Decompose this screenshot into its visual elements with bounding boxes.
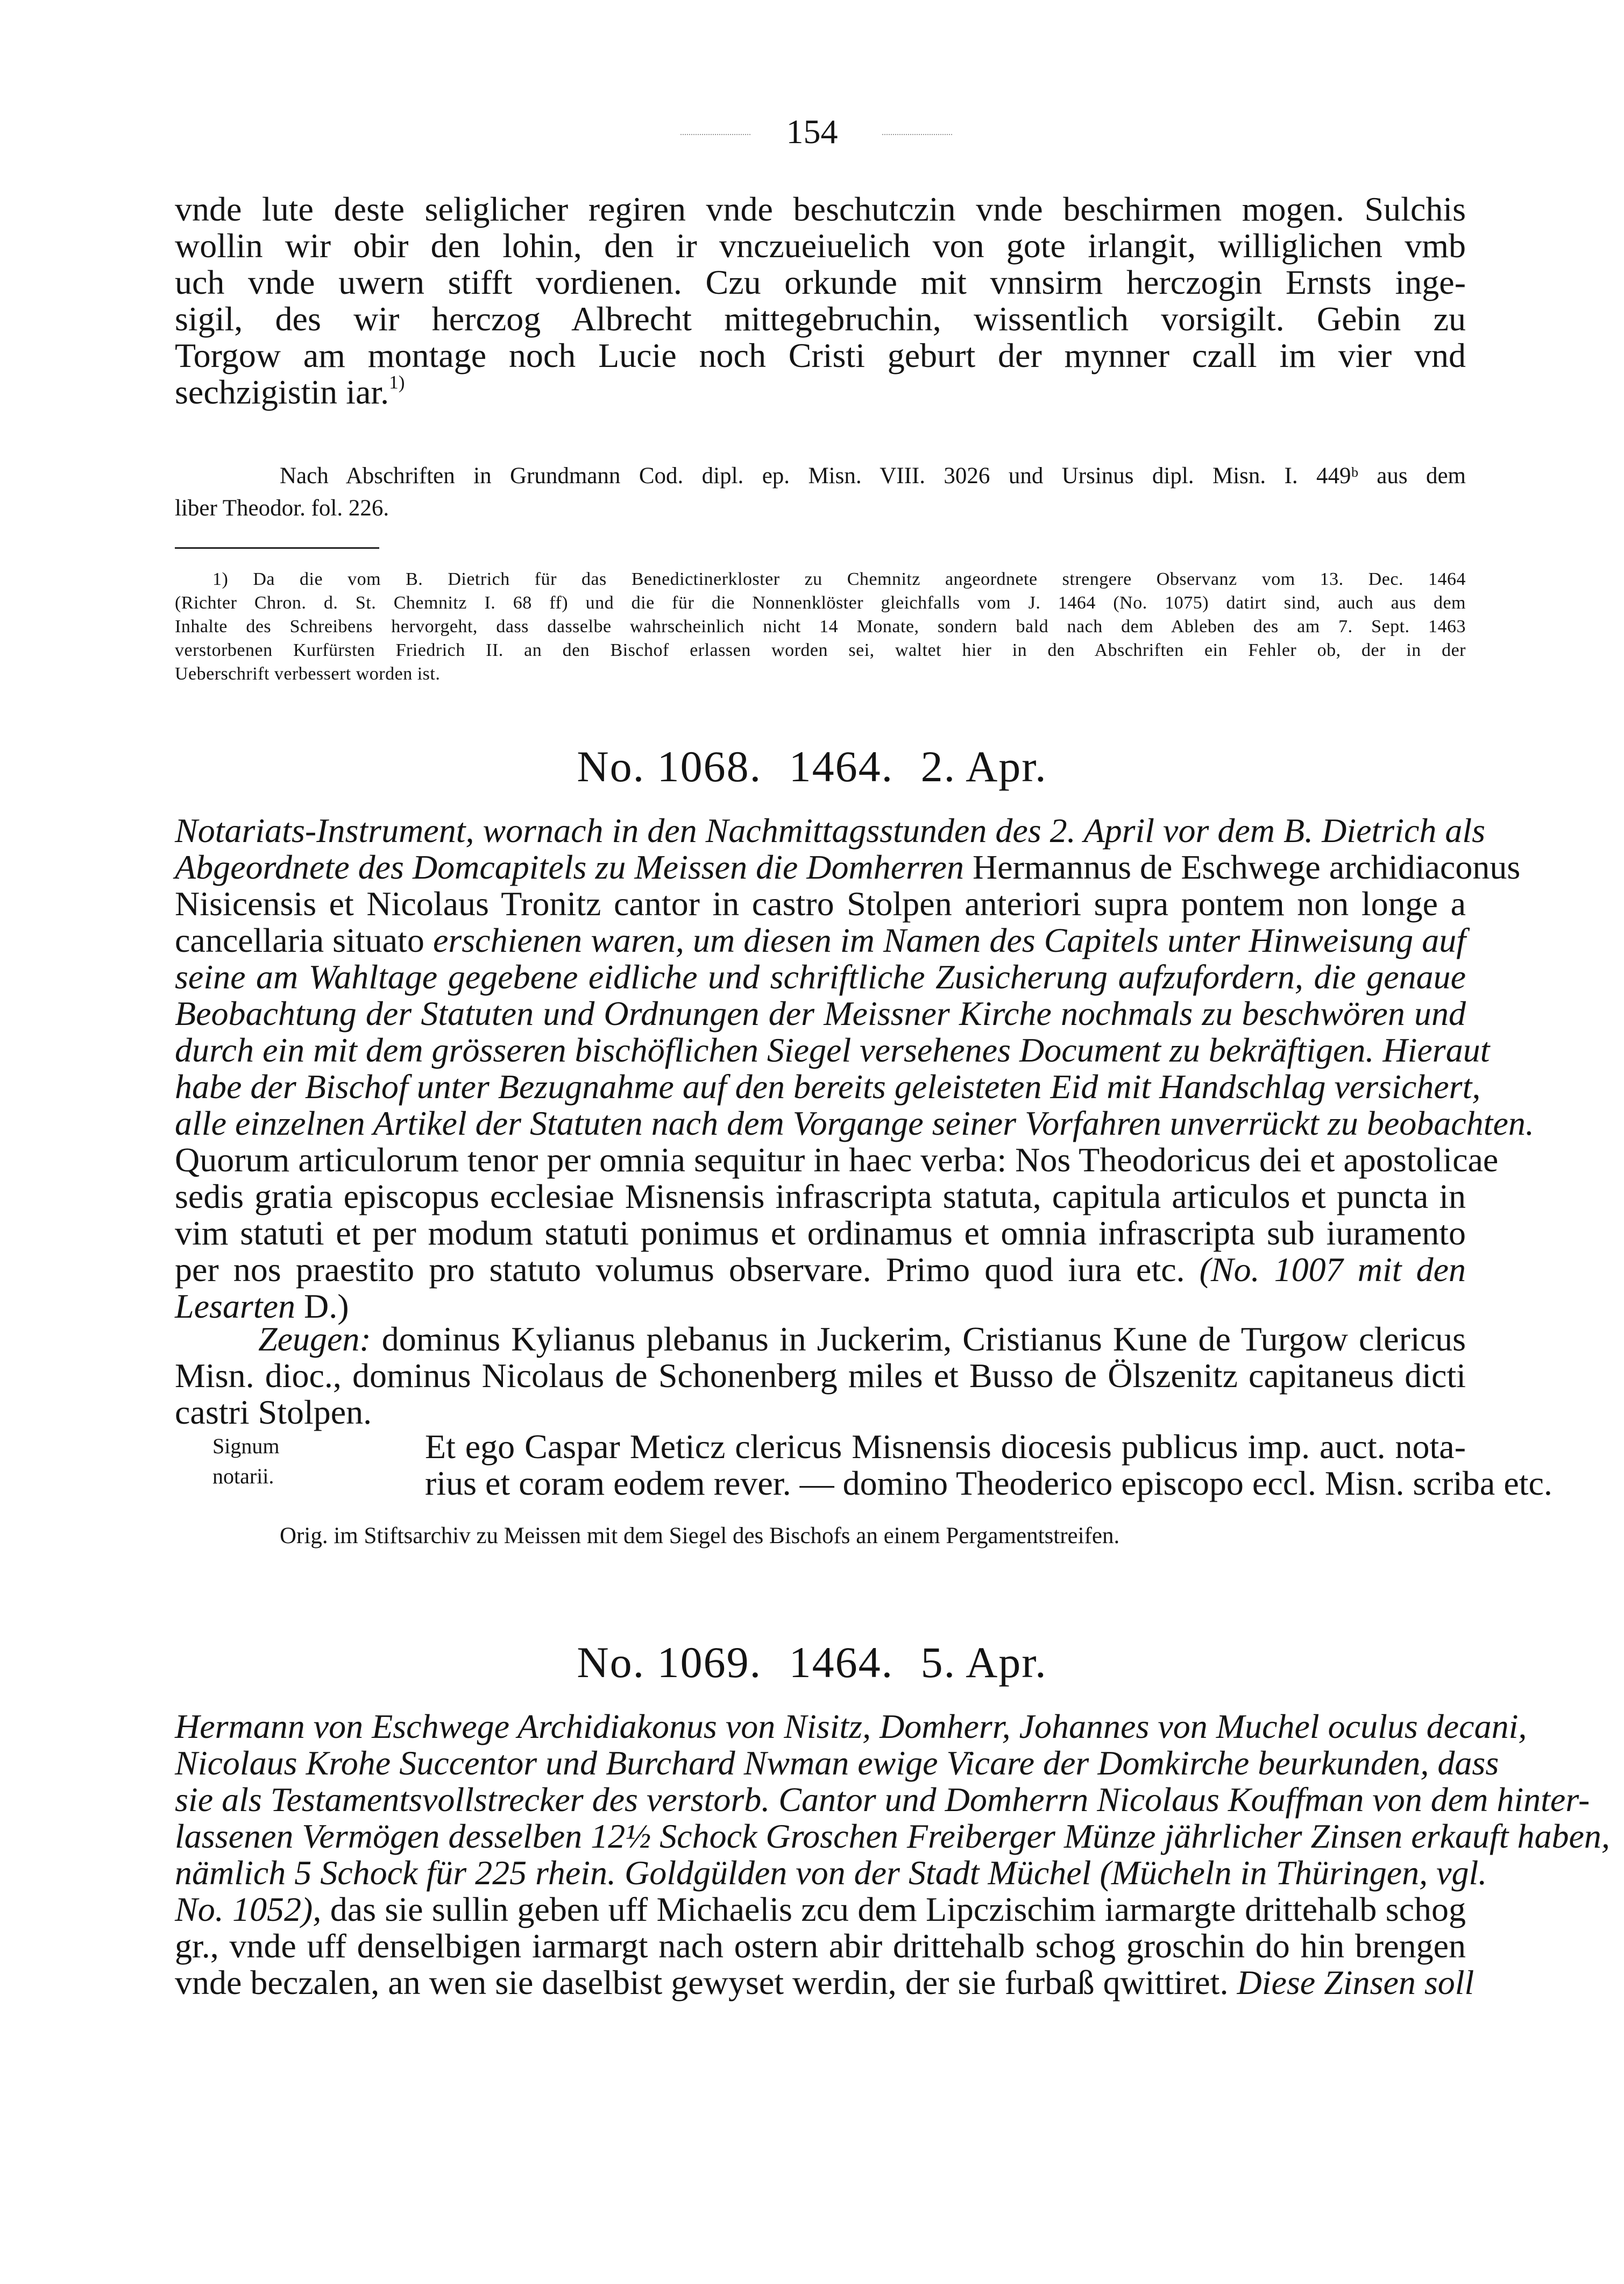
summary-line	[175, 811, 1486, 850]
source-paragraph	[175, 1520, 1466, 1552]
summary-roman: Nisicensis et Nicolaus Tronitz cantor in castro Stolpen anteriori supra pontem non longe a	[175, 885, 1466, 923]
witness-line: castri Stolpen.	[175, 1393, 372, 1431]
summary-italic: erschienen waren, um diesen im Namen des Capitels unter Hinweisung auf	[432, 921, 1466, 959]
summary-italic: Diese Zinsen soll	[1237, 1963, 1474, 2002]
text-line-content: sechzigistin iar.	[175, 373, 389, 411]
summary-line	[175, 1928, 1466, 1964]
source-line: liber Theodor. fol. 226.	[175, 496, 389, 521]
page-number-text: 154	[786, 112, 838, 151]
summary-line	[175, 1817, 1610, 1855]
summary-italic: No. 1052),	[175, 1890, 322, 1928]
summary-line	[175, 1067, 1481, 1106]
summary-paragraph	[175, 811, 1534, 1325]
footnote-line: (Richter Chron. d. St. Chemnitz I. 68 ff) und die für die Nonnenklöster gleichfalls vom J. 1464 (No. 1075) datirt sind, auch aus dem	[175, 593, 1466, 613]
summary-roman: das sie sullin geben uff Michaelis zcu dem Lipczischim iarmargte drittehalb schog	[321, 1890, 1466, 1928]
text-line: uch vnde uwern stifft vordienen. Czu orkunde mit vnnsirm herczogin Ernsts inge-	[175, 263, 1466, 301]
summary-roman: Hermannus de Eschwege archidiaconus	[963, 848, 1521, 886]
latin-line: vim statuti et per modum statuti ponimus et ordinamus et omnia infrascripta sub iuramento	[175, 1214, 1466, 1252]
notary-text	[425, 1427, 1552, 1502]
summary-line	[175, 1854, 1487, 1892]
page-number-rule-left	[680, 134, 750, 135]
text-line: wollin wir obir den lohin, den ir vnczueiuelich von gote irlangit, williglichen vmb	[175, 227, 1466, 265]
summary-italic: Beobachtung der Statuten und Ordnungen der Meissner Kirche nochmals zu beschwören und	[175, 994, 1466, 1033]
document-heading-1069	[0, 1636, 1624, 1689]
notary-line: Et ego Caspar Meticz clericus Misnensis diocesis publicus imp. auct. nota-	[425, 1427, 1466, 1466]
continuation-text	[175, 191, 1466, 411]
summary-line	[175, 959, 1466, 995]
summary-line	[175, 1891, 1466, 1928]
source-line: Nach Abschriften in Grundmann Cod. dipl. ep. Misn. VIII. 3026 und Ursinus dipl. Misn. I. 449ᵇ aus dem	[280, 463, 1466, 489]
summary-line	[175, 1780, 1590, 1819]
source-note-1068	[175, 1520, 1466, 1552]
footnote-paragraph	[175, 568, 1466, 686]
summary-italic: Hermann von Eschwege Archidiakonus von Nisitz, Domherr, Johannes von Muchel oculus decani,	[175, 1707, 1527, 1745]
notarii-label: notarii.	[212, 1464, 274, 1488]
summary-line	[175, 1707, 1527, 1745]
source-note-top	[175, 460, 1466, 525]
summary-line	[175, 848, 1521, 886]
summary-italic: alle einzelnen Artikel der Statuten nach dem Vorgange seiner Vorfahren unverrückt zu beobachten.	[175, 1104, 1534, 1142]
document-1069-summary	[175, 1707, 1610, 2002]
summary-italic: Abgeordnete des Domcapitels zu Meissen die Domherren	[175, 848, 964, 886]
document-number: No. 1069.	[577, 1638, 762, 1687]
summary-roman: cancellaria situato	[175, 921, 433, 959]
signum-label: Signum	[212, 1434, 280, 1458]
document-year: 1464.	[789, 1638, 894, 1687]
summary-roman: vnde beczalen, an wen sie daselbist gewyset werdin, der sie furbaß qwittiret.	[175, 1963, 1237, 2002]
page-number-rule-right	[882, 134, 952, 135]
summary-italic: durch ein mit dem grösseren bischöflichen Siegel versehenes Document zu bekräftigen. Hieraut	[175, 1031, 1490, 1069]
document-date: 2. Apr.	[920, 742, 1047, 791]
latin-line: sedis gratia episcopus ecclesiae Misnensis infrascripta statuta, capitula articulos et puncta in	[175, 1177, 1466, 1215]
source-paragraph	[175, 460, 1466, 525]
witness-text: dominus Kylianus plebanus in Juckerim, Cristianus Kune de Turgow clericus	[371, 1320, 1466, 1358]
text-line: vnde lute deste seliglicher regiren vnde beschutczin vnde beschirmen mogen. Sulchis	[175, 190, 1466, 228]
document-date: 5. Apr.	[920, 1638, 1047, 1687]
summary-italic: nämlich 5 Schock für 225 rhein. Goldgülden von der Stadt Müchel (Mücheln in Thüringen, vgl.	[175, 1854, 1487, 1892]
text-line	[175, 371, 1466, 411]
summary-line	[175, 922, 1466, 959]
summary-paragraph	[175, 1707, 1610, 2002]
summary-italic: seine am Wahltage gegebene eidliche und schriftliche Zusicherung aufzufordern, die genaue	[175, 958, 1466, 996]
text-line: sigil, des wir herczog Albrecht mittegebruchin, wissentlich vorsigilt. Gebin zu	[175, 300, 1466, 338]
footnote-line: verstorbenen Kurfürsten Friedrich II. an den Bischof erlassen worden sei, waltet hier in den Abschriften ein Fehler ob, der in der	[175, 640, 1466, 660]
footnote-line: 1) Da die vom B. Dietrich für das Benedictinerkloster zu Chemnitz angeordnete strengere Observanz vom 13. Dec. 1464	[212, 569, 1466, 589]
summary-roman: gr., vnde uff denselbigen iarmargt nach ostern abir drittehalb schog groschin do hin brengen	[175, 1927, 1466, 1965]
witness-label: Zeugen:	[258, 1320, 371, 1358]
latin-text: per nos praestito pro statuto volumus observare. Primo quod iura etc.	[175, 1250, 1185, 1289]
summary-line	[175, 1104, 1534, 1142]
signum-notarii-note	[212, 1431, 279, 1491]
summary-italic: sie als Testamentsvollstrecker des verstorb. Cantor und Domherrn Nicolaus Kouffman von dem hinter-	[175, 1780, 1590, 1819]
latin-reference: Lesarten	[175, 1287, 295, 1325]
source-line: Orig. im Stiftsarchiv zu Meissen mit dem Siegel des Bischofs an einem Pergamentstreifen.	[280, 1523, 1120, 1548]
latin-line	[175, 1288, 1466, 1325]
summary-italic: Notariats-Instrument, wornach in den Nachmittagsstunden des 2. April vor dem B. Dietrich als	[175, 811, 1486, 850]
summary-italic: Nicolaus Krohe Succentor und Burchard Nwman ewige Vicare der Domkirche beurkunden, dass	[175, 1744, 1499, 1782]
latin-reference: (No. 1007 mit den	[1199, 1250, 1466, 1289]
continuation-paragraph	[175, 191, 1466, 411]
document-number: No. 1068.	[577, 742, 762, 791]
document-year: 1464.	[789, 742, 894, 791]
text-line: Torgow am montage noch Lucie noch Cristi geburt der mynner czall im vier vnd	[175, 336, 1466, 374]
witness-line	[175, 1321, 1466, 1357]
footnote-marker: 1)	[389, 371, 405, 393]
witness-line: Misn. dioc., dominus Nicolaus de Schonenberg miles et Busso de Ölszenitz capitaneus dicti	[175, 1356, 1466, 1395]
notary-line: rius et coram eodem rever. — domino Theoderico episcopo eccl. Misn. scriba etc.	[425, 1464, 1552, 1502]
summary-line	[175, 1744, 1499, 1782]
footnote-line: Ueberschrift verbessert worden ist.	[175, 664, 441, 684]
footnote-line: Inhalte des Schreibens hervorgeht, dass dasselbe wahrscheinlich nicht 14 Monate, sondern bald nach dem Ableben des am 7. Sept. 1463	[175, 617, 1466, 637]
summary-line	[175, 1031, 1490, 1069]
summary-italic: lassenen Vermögen desselben 12½ Schock Groschen Freiberger Münze jährlicher Zinsen erkauft haben,	[175, 1817, 1610, 1855]
latin-reference-tail: D.)	[295, 1287, 349, 1325]
page-number	[0, 110, 1624, 153]
latin-line: Quorum articulorum tenor per omnia sequitur in haec verba: Nos Theodoricus dei et apostolicae	[175, 1141, 1499, 1179]
footnote-divider	[175, 547, 379, 549]
footnote	[175, 568, 1466, 686]
summary-italic: habe der Bischof unter Bezugnahme auf den bereits geleisteten Eid mit Handschlag versichert,	[175, 1067, 1481, 1106]
document-heading-1068	[0, 740, 1624, 794]
summary-line	[175, 1963, 1474, 2002]
summary-line	[175, 995, 1466, 1032]
summary-line	[175, 886, 1466, 922]
witness-paragraph	[175, 1321, 1466, 1431]
witnesses	[175, 1321, 1466, 1431]
latin-line	[175, 1251, 1466, 1288]
notary-paragraph	[425, 1427, 1552, 1502]
document-1068-summary	[175, 811, 1534, 1325]
